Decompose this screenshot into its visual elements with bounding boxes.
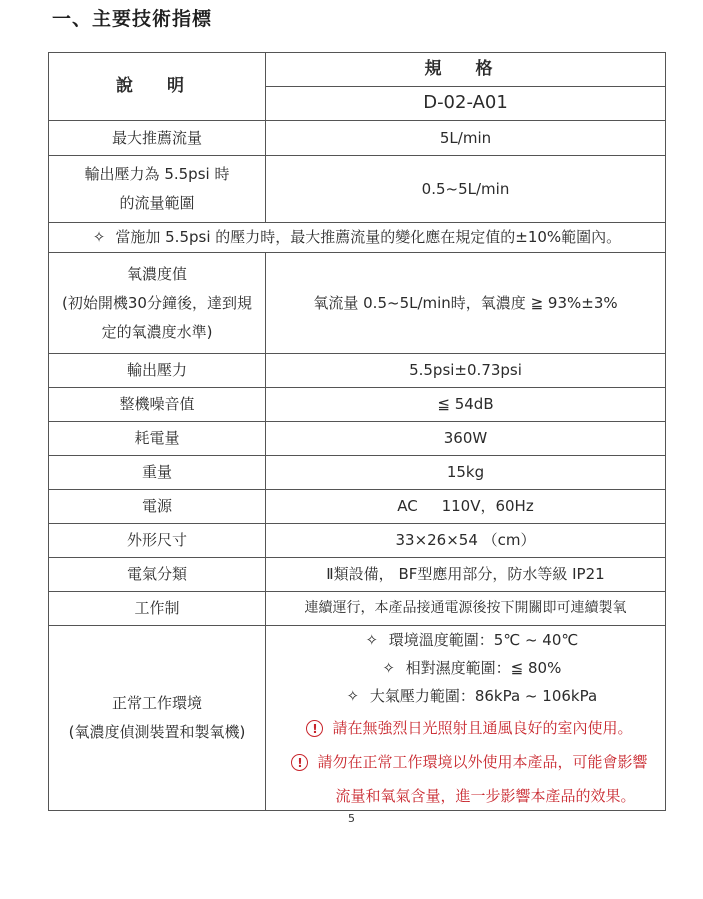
warning-icon: ! bbox=[306, 720, 323, 737]
diamond-icon: ✧ bbox=[92, 228, 106, 247]
row-value: Ⅱ類設備， BF型應用部分，防水等級 IP21 bbox=[266, 558, 666, 592]
diamond-icon: ✧ bbox=[382, 659, 395, 677]
warning-item bbox=[278, 714, 661, 742]
warning-text: 請勿在正常工作環境以外使用本產品，可能會影響 bbox=[317, 753, 648, 771]
row-value: 15kg bbox=[266, 456, 666, 490]
row-value: 氧流量 0.5~5L/min時，氧濃度 ≧ 93%±3% bbox=[266, 253, 666, 354]
table-row bbox=[49, 354, 666, 388]
row-label-line: (初始開機30分鐘後，達到規 bbox=[62, 293, 252, 312]
header-spec: 規 格 bbox=[266, 53, 666, 87]
section-heading: 一、主要技術指標 bbox=[52, 8, 213, 30]
row-label bbox=[49, 156, 266, 223]
row-label: 最大推薦流量 bbox=[49, 121, 266, 156]
env-item bbox=[278, 682, 661, 710]
table-row bbox=[49, 156, 666, 223]
table-row bbox=[49, 490, 666, 524]
env-item bbox=[278, 626, 661, 654]
page-number: 5 bbox=[348, 812, 355, 825]
table-row bbox=[49, 592, 666, 626]
row-label: 工作制 bbox=[49, 592, 266, 626]
row-value: 連續運行，本產品接通電源後按下開關即可連續製氧 bbox=[266, 592, 666, 626]
row-value: ≦ 54dB bbox=[266, 388, 666, 422]
row-label: 耗電量 bbox=[49, 422, 266, 456]
env-item-text: 大氣壓力範圍：86kPa ~ 106kPa bbox=[369, 687, 598, 705]
row-label-line: 輸出壓力為 5.5psi 時 bbox=[84, 165, 230, 183]
warning-item bbox=[278, 748, 661, 776]
table-row bbox=[49, 388, 666, 422]
warning-icon: ! bbox=[291, 754, 308, 771]
env-label-line: (氧濃度偵測裝置和製氧機) bbox=[68, 723, 246, 741]
row-label: 電氣分類 bbox=[49, 558, 266, 592]
row-label: 電源 bbox=[49, 490, 266, 524]
row-value: 0.5~5L/min bbox=[266, 156, 666, 223]
row-label: 重量 bbox=[49, 456, 266, 490]
row-label-line: 定的氧濃度水準) bbox=[101, 322, 213, 341]
table-row bbox=[49, 558, 666, 592]
diamond-icon: ✧ bbox=[346, 687, 360, 705]
note-row bbox=[49, 223, 666, 253]
table-row bbox=[49, 121, 666, 156]
row-value: 33×26×54 （cm） bbox=[266, 524, 666, 558]
row-value: 5.5psi±0.73psi bbox=[266, 354, 666, 388]
note-text: 當施加 5.5psi 的壓力時，最大推薦流量的變化應在規定值的±10%範圍內。 bbox=[115, 228, 622, 247]
env-row bbox=[49, 626, 666, 811]
diamond-icon: ✧ bbox=[365, 631, 379, 649]
warning-continuation: 流量和氧氣含量，進一步影響本產品的效果。 bbox=[335, 787, 636, 805]
row-label-line: 的流量範圍 bbox=[119, 194, 195, 212]
row-label: 外形尺寸 bbox=[49, 524, 266, 558]
row-value: 360W bbox=[266, 422, 666, 456]
warning-text: 請在無強烈日光照射且通風良好的室內使用。 bbox=[332, 719, 633, 737]
model-number: D-02-A01 bbox=[266, 87, 666, 121]
env-label bbox=[49, 626, 266, 811]
table-row bbox=[49, 422, 666, 456]
note-cell bbox=[49, 223, 666, 253]
table-row bbox=[49, 253, 666, 354]
header-description: 說 明 bbox=[49, 53, 266, 121]
table-header-row bbox=[49, 53, 666, 87]
env-conditions bbox=[266, 626, 666, 811]
env-item bbox=[278, 654, 661, 682]
row-label: 整機噪音值 bbox=[49, 388, 266, 422]
env-item-text: 相對濕度範圍：≦ 80% bbox=[405, 659, 562, 677]
row-value: 5L/min bbox=[266, 121, 666, 156]
table-row bbox=[49, 456, 666, 490]
row-value: AC 110V，60Hz bbox=[266, 490, 666, 524]
row-label bbox=[49, 253, 266, 354]
row-label: 輸出壓力 bbox=[49, 354, 266, 388]
row-label-line: 氧濃度值 bbox=[126, 264, 187, 283]
env-item-text: 環境溫度範圍：5℃ ~ 40℃ bbox=[388, 631, 579, 649]
env-label-line: 正常工作環境 bbox=[111, 694, 202, 712]
spec-table bbox=[48, 52, 666, 811]
table-row bbox=[49, 524, 666, 558]
